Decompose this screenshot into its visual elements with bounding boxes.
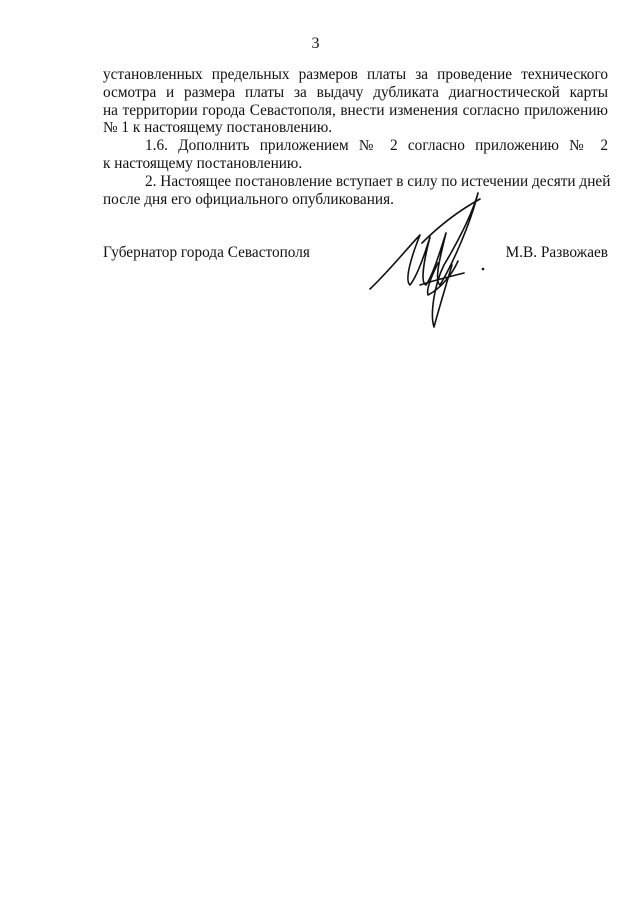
text-line: № 1 к настоящему постановлению. bbox=[103, 119, 333, 137]
text-line: осмотра и размера платы за выдачу дубликата диагностической карты bbox=[103, 83, 608, 101]
text-line: установленных предельных размеров платы за проведение технического bbox=[103, 66, 608, 83]
signatory-name: М.В. Развожаев bbox=[505, 244, 608, 261]
document-body bbox=[103, 66, 611, 208]
text-line: 2. Настоящее постановление вступает в силу по истечении десяти дней bbox=[145, 172, 611, 190]
text-line: на территории города Севастополя, внести изменения согласно приложению bbox=[103, 101, 608, 119]
page-number: 3 bbox=[311, 35, 320, 52]
text-line: к настоящему постановлению. bbox=[103, 154, 303, 172]
text-line: после дня его официального опубликования. bbox=[103, 190, 394, 208]
text-line: 1.6. Дополнить приложением № 2 согласно приложению № 2 bbox=[145, 137, 608, 155]
handwritten-signature bbox=[360, 185, 500, 335]
signatory-position: Губернатор города Севастополя bbox=[103, 244, 310, 261]
